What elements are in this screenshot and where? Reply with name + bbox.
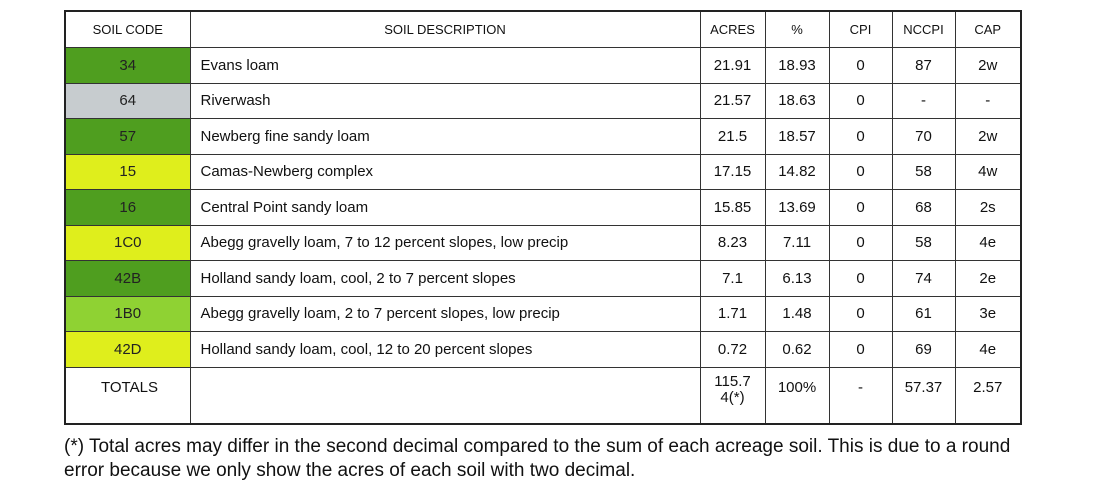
cap-cell: 2s (955, 190, 1021, 226)
soil-code-cell: 64 (65, 83, 190, 119)
nccpi-cell: 70 (892, 119, 955, 155)
cap-cell: 2w (955, 119, 1021, 155)
header-row (65, 11, 1021, 48)
percent-cell: 18.57 (765, 119, 829, 155)
soil-description-cell: Holland sandy loam, cool, 12 to 20 percent slopes (190, 332, 700, 368)
soil-description-cell: Abegg gravelly loam, 7 to 12 percent slopes, low precip (190, 225, 700, 261)
cap-cell: 2w (955, 48, 1021, 84)
percent-cell: 18.93 (765, 48, 829, 84)
soil-description-cell: Riverwash (190, 83, 700, 119)
percent-cell: 6.13 (765, 261, 829, 297)
soil-description-cell: Abegg gravelly loam, 2 to 7 percent slopes, low precip (190, 296, 700, 332)
table-row (65, 296, 1021, 332)
header-acres: ACRES (700, 11, 765, 48)
soil-description-cell: Newberg fine sandy loam (190, 119, 700, 155)
percent-cell: 18.63 (765, 83, 829, 119)
percent-cell: 0.62 (765, 332, 829, 368)
cpi-cell: 0 (829, 296, 892, 332)
table-row (65, 83, 1021, 119)
cap-cell: 4e (955, 225, 1021, 261)
soil-code-cell: 42D (65, 332, 190, 368)
nccpi-cell: 87 (892, 48, 955, 84)
cpi-cell: 0 (829, 225, 892, 261)
cap-cell: 2e (955, 261, 1021, 297)
totals-nccpi: 57.37 (892, 367, 955, 424)
soil-table-container (64, 10, 1022, 425)
nccpi-cell: - (892, 83, 955, 119)
totals-cpi: - (829, 367, 892, 424)
table-row (65, 332, 1021, 368)
acres-cell: 21.5 (700, 119, 765, 155)
table-row (65, 225, 1021, 261)
nccpi-cell: 58 (892, 154, 955, 190)
acres-cell: 17.15 (700, 154, 765, 190)
soil-description-cell: Central Point sandy loam (190, 190, 700, 226)
soil-description-cell: Evans loam (190, 48, 700, 84)
acres-cell: 15.85 (700, 190, 765, 226)
acres-cell: 8.23 (700, 225, 765, 261)
cap-cell: 4e (955, 332, 1021, 368)
acres-cell: 0.72 (700, 332, 765, 368)
table-row (65, 48, 1021, 84)
cpi-cell: 0 (829, 190, 892, 226)
soil-code-cell: 1B0 (65, 296, 190, 332)
cpi-cell: 0 (829, 261, 892, 297)
footnote: (*) Total acres may differ in the second decimal compared to the sum of each acreage soil. This is due to a round error because we only show the acres of each soil with two decimal. (64, 436, 1011, 481)
header-nccpi: NCCPI (892, 11, 955, 48)
soil-table-body (65, 48, 1021, 424)
acres-cell: 7.1 (700, 261, 765, 297)
cpi-cell: 0 (829, 332, 892, 368)
acres-cell: 21.91 (700, 48, 765, 84)
header-percent: % (765, 11, 829, 48)
totals-row (65, 367, 1021, 424)
header-cap: CAP (955, 11, 1021, 48)
cpi-cell: 0 (829, 154, 892, 190)
cpi-cell: 0 (829, 48, 892, 84)
cap-cell: 4w (955, 154, 1021, 190)
table-row (65, 261, 1021, 297)
soil-table (64, 10, 1022, 425)
header-soil-description: SOIL DESCRIPTION (190, 11, 700, 48)
cap-cell: 3e (955, 296, 1021, 332)
acres-cell: 1.71 (700, 296, 765, 332)
percent-cell: 1.48 (765, 296, 829, 332)
totals-acres: 115.7 4(*) (700, 367, 765, 424)
nccpi-cell: 69 (892, 332, 955, 368)
nccpi-cell: 68 (892, 190, 955, 226)
soil-code-cell: 1C0 (65, 225, 190, 261)
totals-cap: 2.57 (955, 367, 1021, 424)
table-row (65, 154, 1021, 190)
acres-cell: 21.57 (700, 83, 765, 119)
totals-description (190, 367, 700, 424)
nccpi-cell: 61 (892, 296, 955, 332)
header-cpi: CPI (829, 11, 892, 48)
cpi-cell: 0 (829, 83, 892, 119)
percent-cell: 7.11 (765, 225, 829, 261)
nccpi-cell: 58 (892, 225, 955, 261)
soil-code-cell: 15 (65, 154, 190, 190)
header-soil-code: SOIL CODE (65, 11, 190, 48)
soil-description-cell: Holland sandy loam, cool, 2 to 7 percent slopes (190, 261, 700, 297)
totals-label: TOTALS (65, 367, 190, 424)
totals-percent: 100% (765, 367, 829, 424)
soil-description-cell: Camas-Newberg complex (190, 154, 700, 190)
percent-cell: 13.69 (765, 190, 829, 226)
soil-code-cell: 57 (65, 119, 190, 155)
cap-cell: - (955, 83, 1021, 119)
soil-code-cell: 42B (65, 261, 190, 297)
soil-code-cell: 16 (65, 190, 190, 226)
soil-code-cell: 34 (65, 48, 190, 84)
table-row (65, 119, 1021, 155)
nccpi-cell: 74 (892, 261, 955, 297)
percent-cell: 14.82 (765, 154, 829, 190)
cpi-cell: 0 (829, 119, 892, 155)
table-row (65, 190, 1021, 226)
